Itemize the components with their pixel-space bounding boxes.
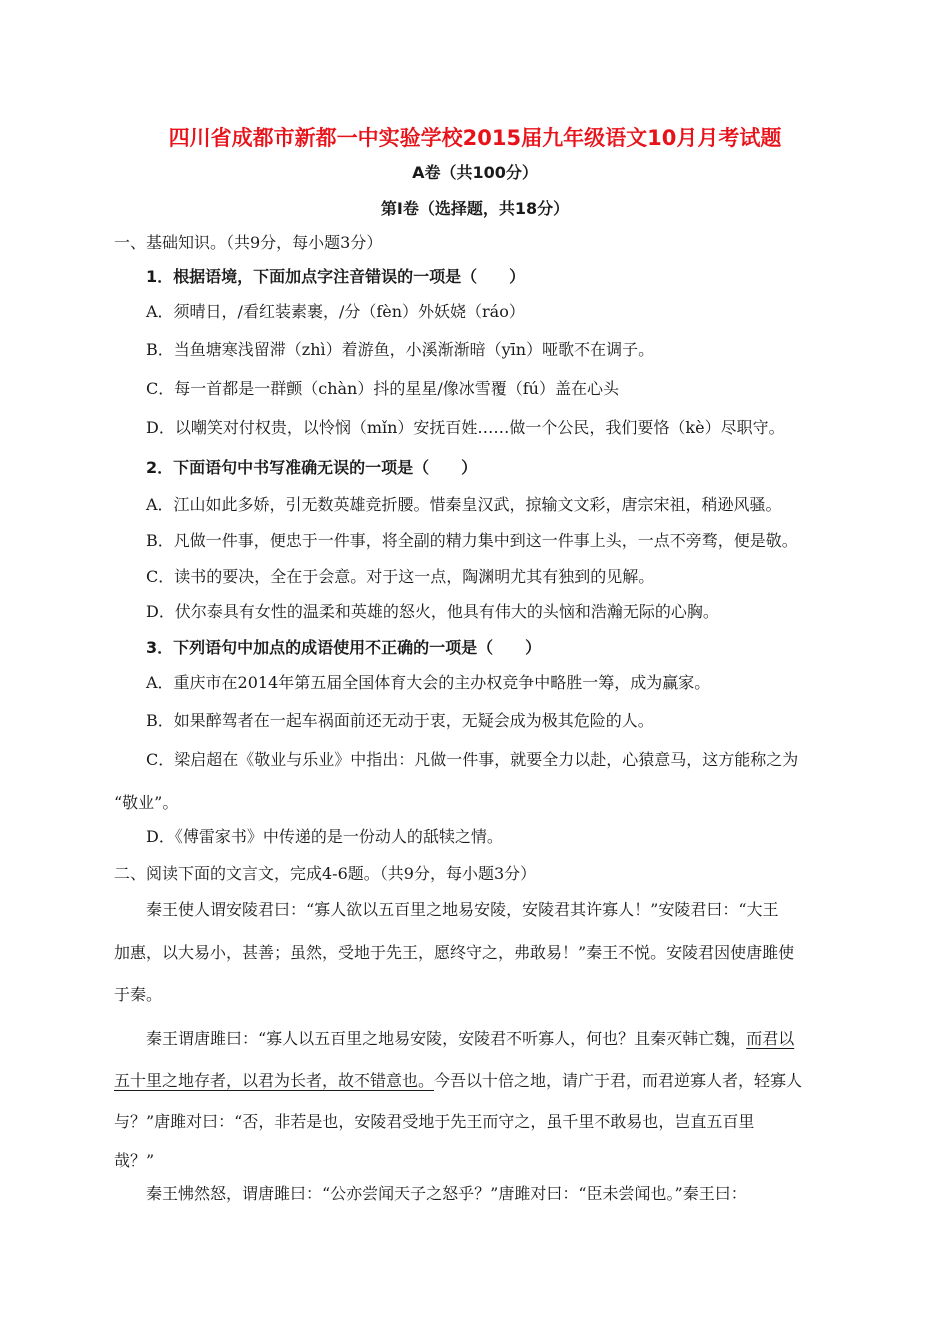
exam-title: 四川省成都市新都一中实验学校2015届九年级语文10月月考试题 <box>168 126 782 150</box>
passage-p1-line-1: 秦王使人谓安陵君曰：“寡人欲以五百里之地易安陵，安陵君其许寡人！”安陵君曰：“大王 <box>146 900 779 919</box>
passage-p1-line-3: 于秦。 <box>114 985 163 1004</box>
passage-p2-line-1 <box>146 1028 794 1050</box>
question-1-option-d: D．以嘲笑对付权贵，以怜悯（mǐn）安抚百姓……做一个公民，我们要恪（kè）尽职守。 <box>146 418 785 437</box>
passage-p3-line-1: 秦王怫然怒，谓唐雎曰：“公亦尝闻天子之怒乎？”唐雎对曰：“臣未尝闻也。”秦王曰： <box>146 1184 747 1203</box>
part-1-heading: 第Ⅰ卷（选择题，共18分） <box>380 199 570 218</box>
underlined-sentence-part-2: 五十里之地存者，以君为长者，故不错意也。 <box>114 1071 435 1090</box>
question-2-stem: 2．下面语句中书写准确无误的一项是（ ） <box>146 458 478 477</box>
question-3-option-b: B．如果醉驾者在一起车祸面前还无动于衷，无疑会成为极其危险的人。 <box>146 711 654 730</box>
question-3-stem: 3．下列语句中加点的成语使用不正确的一项是（ ） <box>146 638 542 657</box>
passage-text: 今吾以十倍之地，请广于君，而君逆寡人者，轻寡人 <box>434 1071 803 1090</box>
question-3-option-c: C．梁启超在《敬业与乐业》中指出：凡做一件事，就要全力以赴，心猿意马，这方能称之为 <box>146 750 799 769</box>
passage-p2-line-4: 哉？” <box>114 1151 155 1170</box>
question-3-option-a: A．重庆市在2014年第五届全国体育大会的主办权竞争中略胜一筹，成为赢家。 <box>146 673 711 692</box>
question-1-option-c: C．每一首都是一群颤（chàn）抖的星星/像冰雪覆（fú）盖在心头 <box>146 379 619 398</box>
question-3-option-d: D．《傅雷家书》中传递的是一份动人的舐犊之情。 <box>146 827 503 846</box>
question-2-option-d: D．伏尔泰具有女性的温柔和英雄的怒火，他具有伟大的头恼和浩瀚无际的心胸。 <box>146 602 719 621</box>
question-3-option-c-continued: “敬业”。 <box>114 793 179 812</box>
passage-text: 秦王谓唐雎曰：“寡人以五百里之地易安陵，安陵君不听寡人，何也？且秦灭韩亡魏， <box>146 1029 747 1048</box>
paper-a-heading: A卷（共100分） <box>412 163 538 182</box>
section-1-heading: 一、基础知识。（共9分，每小题3分） <box>114 233 383 252</box>
passage-p1-line-2: 加惠，以大易小，甚善；虽然，受地于先王，愿终守之，弗敢易！”秦王不悦。安陵君因使唐雎使 <box>114 943 795 962</box>
question-2-option-c: C．读书的要决，全在于会意。对于这一点，陶渊明尤其有独到的见解。 <box>146 567 655 586</box>
question-1-option-b: B．当鱼塘寒浅留滞（zhì）着游鱼，小溪渐渐暗（yīn）哑歌不在调子。 <box>146 340 655 359</box>
question-1-option-a: A．须晴日，/看红装素裹，/分（fèn）外妖娆（ráo） <box>146 302 525 321</box>
question-1-stem: 1．根据语境，下面加点字注音错误的一项是（ ） <box>146 267 526 286</box>
underlined-sentence-part-1: 而君以 <box>746 1029 795 1048</box>
passage-p2-line-3: 与？”唐雎对曰：“否，非若是也，安陵君受地于先王而守之，虽千里不敢易也，岂直五百里 <box>114 1112 755 1131</box>
question-2-option-a: A．江山如此多娇，引无数英雄竞折腰。惜秦皇汉武，掠输文文彩，唐宗宋祖，稍逊风骚。 <box>146 495 782 514</box>
section-2-heading: 二、阅读下面的文言文，完成4-6题。（共9分，每小题3分） <box>114 864 537 883</box>
question-2-option-b: B．凡做一件事，便忠于一件事，将全副的精力集中到这一件事上头，一点不旁骛，便是敬。 <box>146 531 798 550</box>
passage-p2-line-2 <box>114 1070 802 1092</box>
